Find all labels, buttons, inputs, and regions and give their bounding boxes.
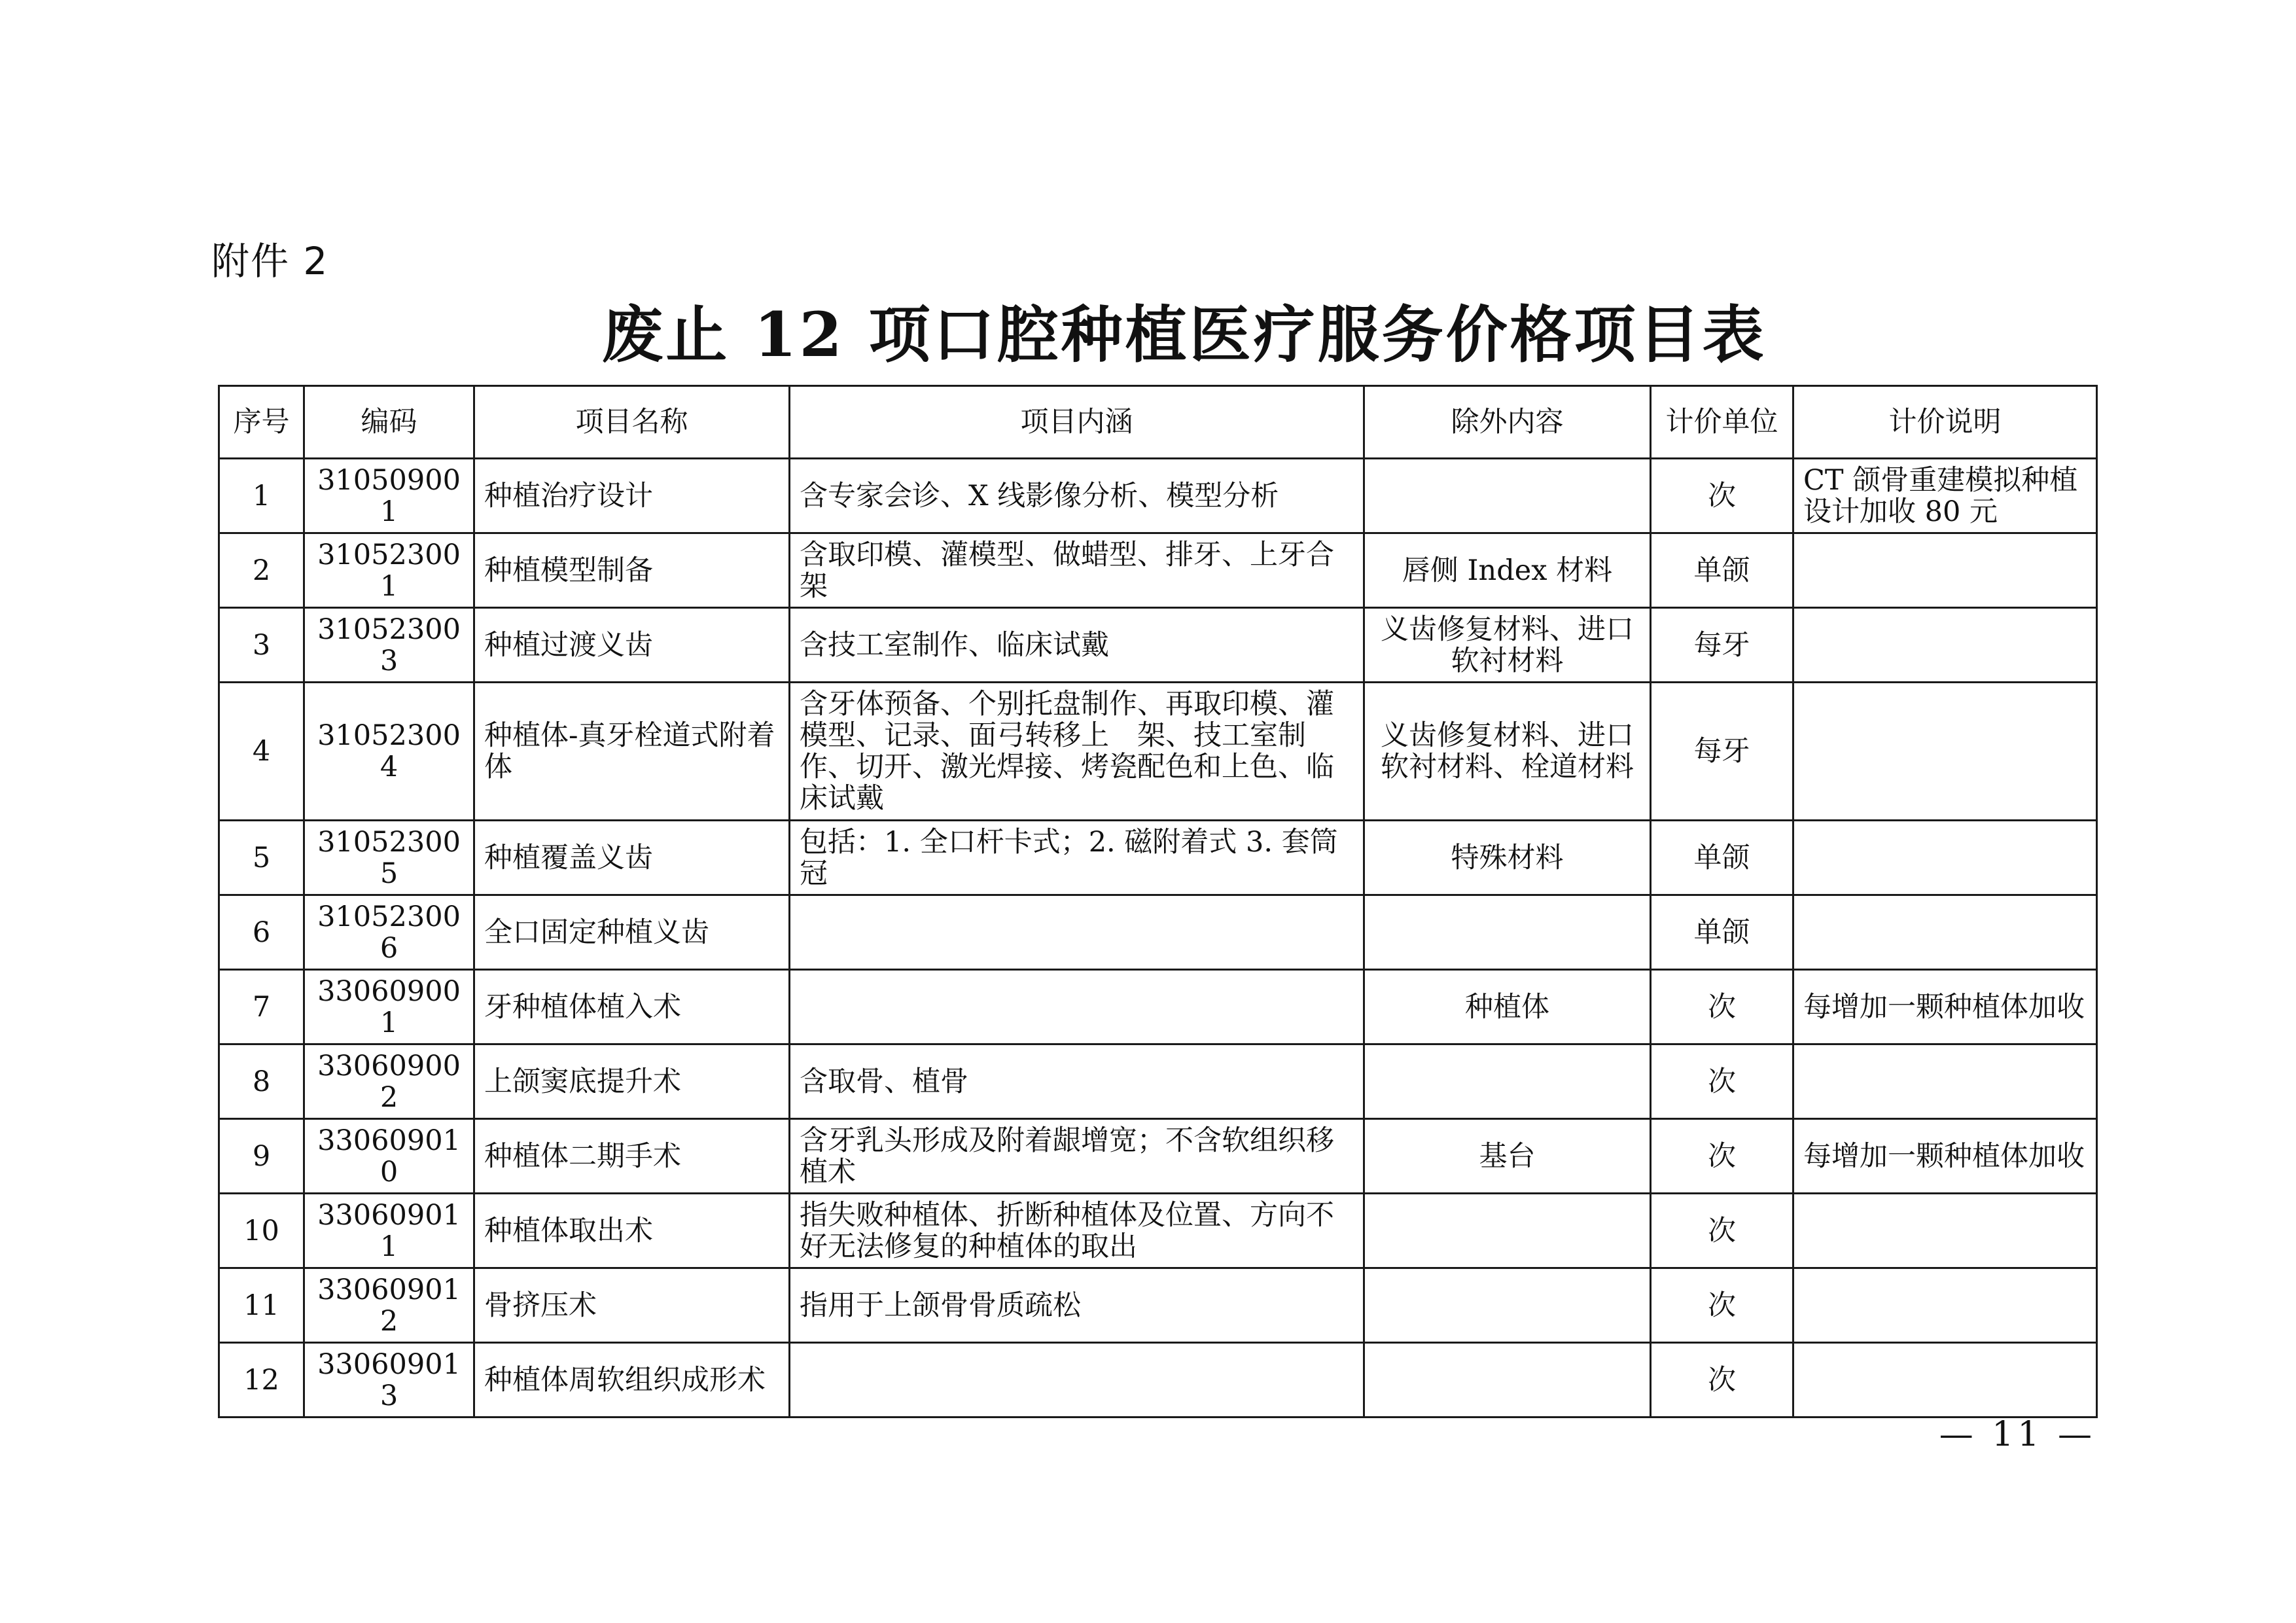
cell-code: 310523006 (304, 895, 474, 970)
cell-unit: 次 (1651, 459, 1793, 533)
cell-content: 含取骨、植骨 (790, 1044, 1364, 1119)
cell-no: 6 (219, 895, 304, 970)
cell-note: 每增加一颗种植体加收 (1793, 1119, 2097, 1194)
cell-unit: 次 (1651, 1268, 1793, 1343)
column-header-name: 项目名称 (474, 386, 790, 459)
cell-unit: 次 (1651, 970, 1793, 1044)
column-header-note: 计价说明 (1793, 386, 2097, 459)
cell-no: 11 (219, 1268, 304, 1343)
cell-name: 上颌窦底提升术 (474, 1044, 790, 1119)
page-number: — 11 — (1939, 1415, 2096, 1454)
cell-no: 9 (219, 1119, 304, 1194)
cell-excluded: 唇侧 Index 材料 (1364, 533, 1651, 608)
cell-no: 12 (219, 1343, 304, 1418)
table-row (219, 1268, 2097, 1343)
cell-unit: 每牙 (1651, 683, 1793, 821)
cell-code: 330609010 (304, 1119, 474, 1194)
cell-excluded: 义齿修复材料、进口软衬材料 (1364, 608, 1651, 683)
cell-content: 含牙体预备、个别托盘制作、再取印模、灌模型、记录、面弓转移上 架、技工室制作、切开、激光焊接、烤瓷配色和上色、临床试戴 (790, 683, 1364, 821)
cell-no: 2 (219, 533, 304, 608)
column-header-no: 序号 (219, 386, 304, 459)
cell-name: 种植覆盖义齿 (474, 821, 790, 895)
cell-name: 牙种植体植入术 (474, 970, 790, 1044)
cell-excluded: 特殊材料 (1364, 821, 1651, 895)
cell-content: 含牙乳头形成及附着龈增宽；不含软组织移植术 (790, 1119, 1364, 1194)
cell-content (790, 895, 1364, 970)
cell-no: 8 (219, 1044, 304, 1119)
table-row (219, 1044, 2097, 1119)
cell-unit: 单颌 (1651, 895, 1793, 970)
cell-excluded: 义齿修复材料、进口软衬材料、栓道材料 (1364, 683, 1651, 821)
cell-code: 330609013 (304, 1343, 474, 1418)
cell-note (1793, 1268, 2097, 1343)
cell-excluded (1364, 1194, 1651, 1268)
cell-name: 种植模型制备 (474, 533, 790, 608)
table-row (219, 683, 2097, 821)
cell-unit: 单颌 (1651, 821, 1793, 895)
cell-code: 330609012 (304, 1268, 474, 1343)
cell-content (790, 1343, 1364, 1418)
table-row (219, 895, 2097, 970)
cell-no: 1 (219, 459, 304, 533)
table-row (219, 1343, 2097, 1418)
cell-no: 5 (219, 821, 304, 895)
cell-code: 330609001 (304, 970, 474, 1044)
cell-name: 种植体-真牙栓道式附着体 (474, 683, 790, 821)
page-title: 废止 12 项口腔种植医疗服务价格项目表 (601, 299, 1767, 371)
cell-note (1793, 608, 2097, 683)
price-item-table (218, 385, 2098, 1418)
cell-name: 全口固定种植义齿 (474, 895, 790, 970)
cell-excluded (1364, 895, 1651, 970)
cell-code: 330609002 (304, 1044, 474, 1119)
cell-note (1793, 1343, 2097, 1418)
attachment-label: 附件 2 (211, 239, 329, 283)
cell-code: 310509001 (304, 459, 474, 533)
cell-code: 310523005 (304, 821, 474, 895)
cell-unit: 单颌 (1651, 533, 1793, 608)
table-row (219, 533, 2097, 608)
cell-content: 含取印模、灌模型、做蜡型、排牙、上牙合架 (790, 533, 1364, 608)
cell-unit: 次 (1651, 1119, 1793, 1194)
cell-excluded (1364, 1268, 1651, 1343)
cell-name: 种植过渡义齿 (474, 608, 790, 683)
column-header-excluded: 除外内容 (1364, 386, 1651, 459)
table-row (219, 821, 2097, 895)
cell-no: 7 (219, 970, 304, 1044)
column-header-unit: 计价单位 (1651, 386, 1793, 459)
cell-name: 骨挤压术 (474, 1268, 790, 1343)
cell-content: 包括：1. 全口杆卡式；2. 磁附着式 3. 套筒冠 (790, 821, 1364, 895)
cell-unit: 每牙 (1651, 608, 1793, 683)
table-row (219, 608, 2097, 683)
cell-excluded (1364, 1343, 1651, 1418)
cell-code: 310523004 (304, 683, 474, 821)
table-row (219, 1194, 2097, 1268)
cell-note (1793, 1194, 2097, 1268)
cell-code: 330609011 (304, 1194, 474, 1268)
cell-no: 10 (219, 1194, 304, 1268)
table-header-row (219, 386, 2097, 459)
cell-note (1793, 1044, 2097, 1119)
cell-content: 含技工室制作、临床试戴 (790, 608, 1364, 683)
cell-content: 指用于上颌骨骨质疏松 (790, 1268, 1364, 1343)
cell-excluded (1364, 459, 1651, 533)
table-row (219, 459, 2097, 533)
cell-note (1793, 683, 2097, 821)
cell-code: 310523001 (304, 533, 474, 608)
cell-content: 指失败种植体、折断种植体及位置、方向不好无法修复的种植体的取出 (790, 1194, 1364, 1268)
cell-excluded (1364, 1044, 1651, 1119)
cell-unit: 次 (1651, 1194, 1793, 1268)
table-row (219, 970, 2097, 1044)
cell-note: CT 颌骨重建模拟种植设计加收 80 元 (1793, 459, 2097, 533)
cell-content (790, 970, 1364, 1044)
cell-name: 种植治疗设计 (474, 459, 790, 533)
cell-no: 4 (219, 683, 304, 821)
table-row (219, 1119, 2097, 1194)
column-header-code: 编码 (304, 386, 474, 459)
cell-excluded: 种植体 (1364, 970, 1651, 1044)
cell-note (1793, 895, 2097, 970)
cell-note (1793, 821, 2097, 895)
cell-note (1793, 533, 2097, 608)
cell-code: 310523003 (304, 608, 474, 683)
cell-no: 3 (219, 608, 304, 683)
cell-content: 含专家会诊、X 线影像分析、模型分析 (790, 459, 1364, 533)
cell-unit: 次 (1651, 1044, 1793, 1119)
column-header-content: 项目内涵 (790, 386, 1364, 459)
cell-name: 种植体二期手术 (474, 1119, 790, 1194)
cell-name: 种植体取出术 (474, 1194, 790, 1268)
cell-unit: 次 (1651, 1343, 1793, 1418)
cell-excluded: 基台 (1364, 1119, 1651, 1194)
cell-name: 种植体周软组织成形术 (474, 1343, 790, 1418)
cell-note: 每增加一颗种植体加收 (1793, 970, 2097, 1044)
